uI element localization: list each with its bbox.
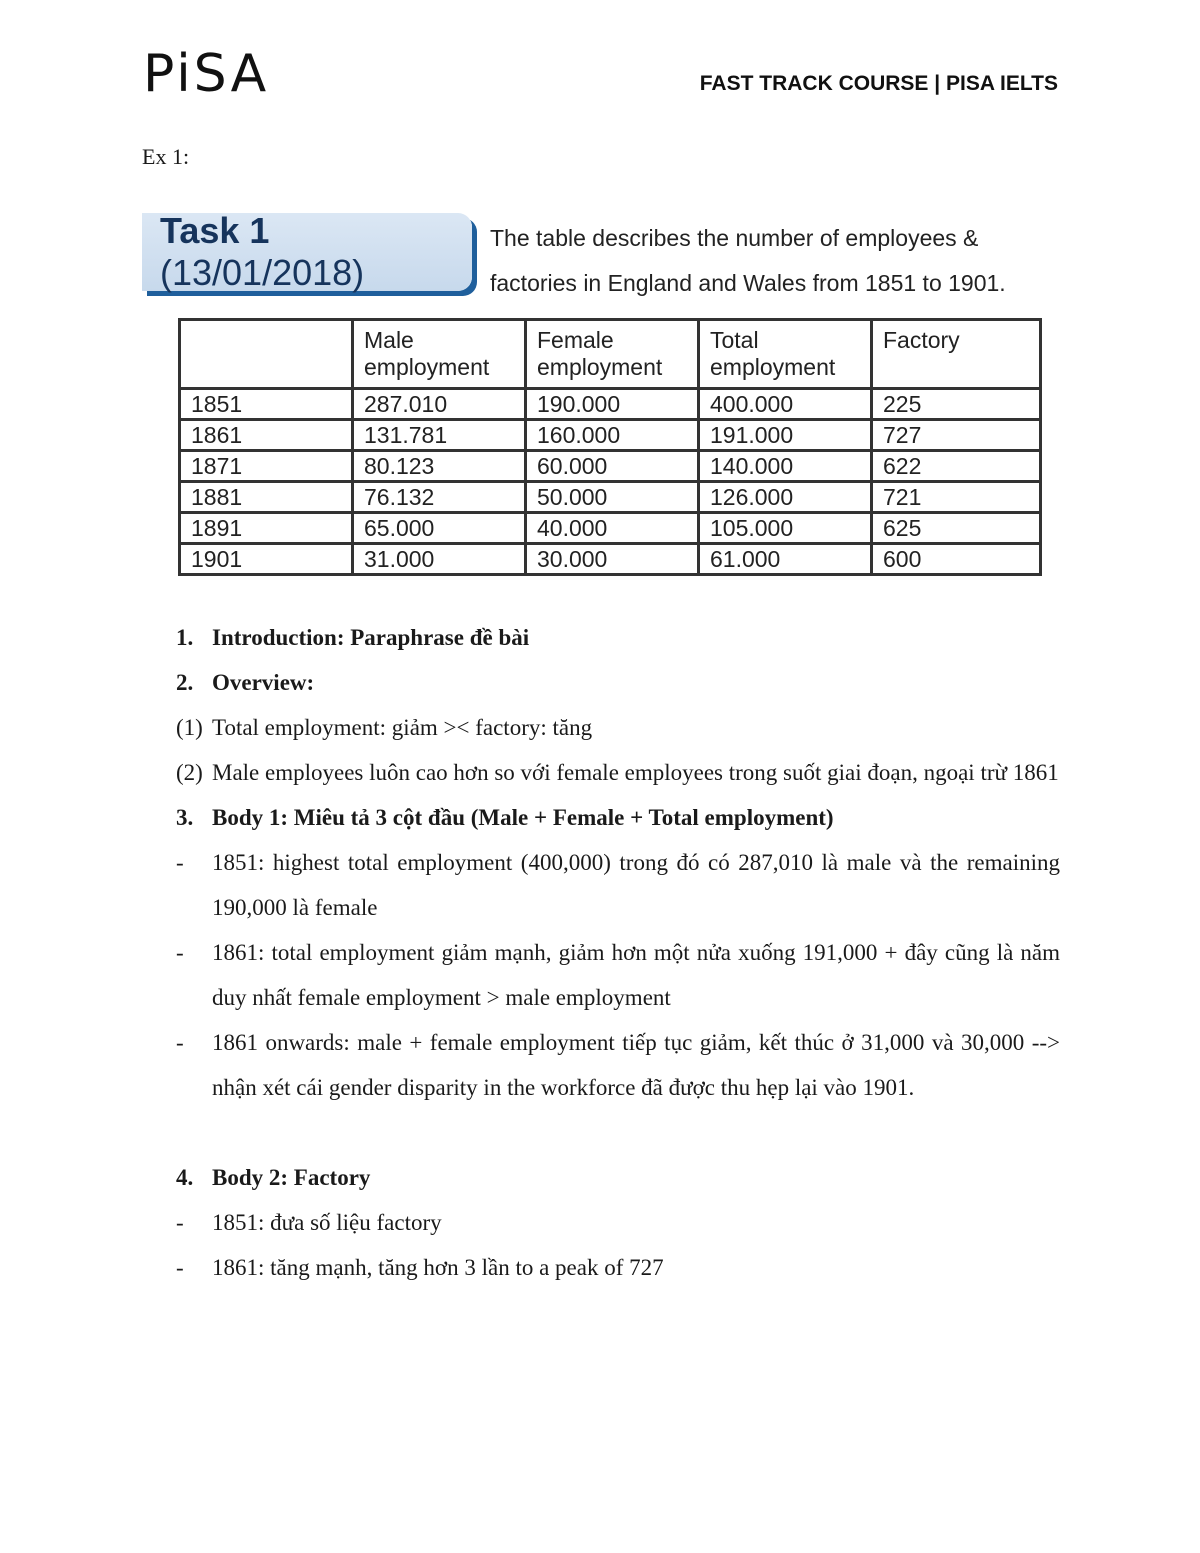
section-heading: Introduction: Paraphrase đề bài: [212, 625, 530, 650]
table-cell: 61.000: [699, 544, 872, 575]
table-row: [180, 451, 1041, 482]
table-cell: 225: [872, 389, 1041, 420]
list-marker: -: [176, 1255, 184, 1280]
list-item: [176, 1020, 1060, 1110]
section-heading: Body 1: Miêu tả 3 cột đầu (Male + Female + Total employment): [212, 805, 834, 830]
list-marker: (2): [176, 760, 203, 785]
list-marker: -: [176, 940, 184, 965]
list-marker: 4.: [176, 1165, 194, 1190]
list-marker: -: [176, 1210, 184, 1235]
table-header-row: [180, 320, 1041, 389]
table-cell: 40.000: [526, 513, 699, 544]
list-item: [176, 1200, 1060, 1245]
table-cell: 60.000: [526, 451, 699, 482]
table-cell: 287.010: [353, 389, 526, 420]
list-marker: -: [176, 1030, 184, 1055]
task-badge-date: (13/01/2018): [160, 252, 365, 293]
exercise-label: Ex 1:: [142, 144, 190, 169]
table-cell: 1861: [180, 420, 353, 451]
table-cell: 191.000: [699, 420, 872, 451]
table-cell: 105.000: [699, 513, 872, 544]
list-text: Male employees luôn cao hơn so với female employees trong suốt giai đoạn, ngoại trừ 1861: [212, 760, 1059, 785]
section-heading: Overview:: [212, 670, 315, 695]
list-marker: 1.: [176, 625, 194, 650]
table-cell: 140.000: [699, 451, 872, 482]
section-overview: [176, 660, 1060, 705]
employment-table: [178, 318, 1042, 576]
task-badge: [142, 210, 472, 293]
list-text: 1861: tăng mạnh, tăng hơn 3 lần to a peak of 727: [212, 1255, 664, 1280]
table-cell: 30.000: [526, 544, 699, 575]
table-cell: 622: [872, 451, 1041, 482]
list-text: 1851: đưa số liệu factory: [212, 1210, 442, 1235]
table-cell: 1881: [180, 482, 353, 513]
table-row: [180, 513, 1041, 544]
header-cell: Female employment: [526, 320, 699, 389]
table-cell: 1851: [180, 389, 353, 420]
table-cell: 1901: [180, 544, 353, 575]
list-marker: (1): [176, 715, 203, 740]
list-text: 1861 onwards: male + female employment tiếp tục giảm, kết thúc ở 31,000 và 30,000 --> nhận xét cái gender disparity in the workforce đã được thu hẹp lại vào 1901.: [212, 1030, 1060, 1100]
outline: [176, 615, 1060, 1290]
list-text: Total employment: giảm >< factory: tăng: [212, 715, 593, 740]
table-cell: 50.000: [526, 482, 699, 513]
list-item: [176, 705, 1060, 750]
table-cell: 1891: [180, 513, 353, 544]
table-cell: 160.000: [526, 420, 699, 451]
list-marker: -: [176, 850, 184, 875]
table-cell: 31.000: [353, 544, 526, 575]
header-cell: Male employment: [353, 320, 526, 389]
table-cell: 190.000: [526, 389, 699, 420]
table-row: [180, 544, 1041, 575]
list-marker: 3.: [176, 805, 194, 830]
list-text: 1861: total employment giảm mạnh, giảm hơn một nửa xuống 191,000 + đây cũng là năm duy nhất female employment > male employment: [212, 940, 1060, 1010]
header-cell: Factory: [872, 320, 1041, 389]
list-text: 1851: highest total employment (400,000) trong đó có 287,010 là male và the remaining 190,000 là female: [212, 850, 1060, 920]
list-marker: 2.: [176, 670, 194, 695]
pisa-logo: PiSA: [143, 44, 270, 104]
header-cell: [180, 320, 353, 389]
table-row: [180, 420, 1041, 451]
table-cell: 80.123: [353, 451, 526, 482]
table-cell: 126.000: [699, 482, 872, 513]
table-row: [180, 482, 1041, 513]
section-body-2: [176, 1155, 1060, 1200]
table-row: [180, 389, 1041, 420]
table-cell: 600: [872, 544, 1041, 575]
list-item: [176, 1245, 1060, 1290]
list-item: [176, 840, 1060, 930]
list-item: [176, 930, 1060, 1020]
section-body-1: [176, 795, 1060, 840]
task-badge-title: Task 1: [160, 210, 270, 251]
table-cell: 1871: [180, 451, 353, 482]
table-cell: 727: [872, 420, 1041, 451]
table-cell: 625: [872, 513, 1041, 544]
table-cell: 65.000: [353, 513, 526, 544]
table-cell: 76.132: [353, 482, 526, 513]
section-introduction: [176, 615, 1060, 660]
course-title: FAST TRACK COURSE | PISA IELTS: [699, 72, 1058, 95]
table-cell: 721: [872, 482, 1041, 513]
section-heading: Body 2: Factory: [212, 1165, 371, 1190]
table-cell: 131.781: [353, 420, 526, 451]
task-description: The table describes the number of employees & factories in England and Wales from 1851 to 1901.: [490, 225, 1006, 296]
header-cell: Total employment: [699, 320, 872, 389]
list-item: [176, 750, 1060, 795]
table-cell: 400.000: [699, 389, 872, 420]
